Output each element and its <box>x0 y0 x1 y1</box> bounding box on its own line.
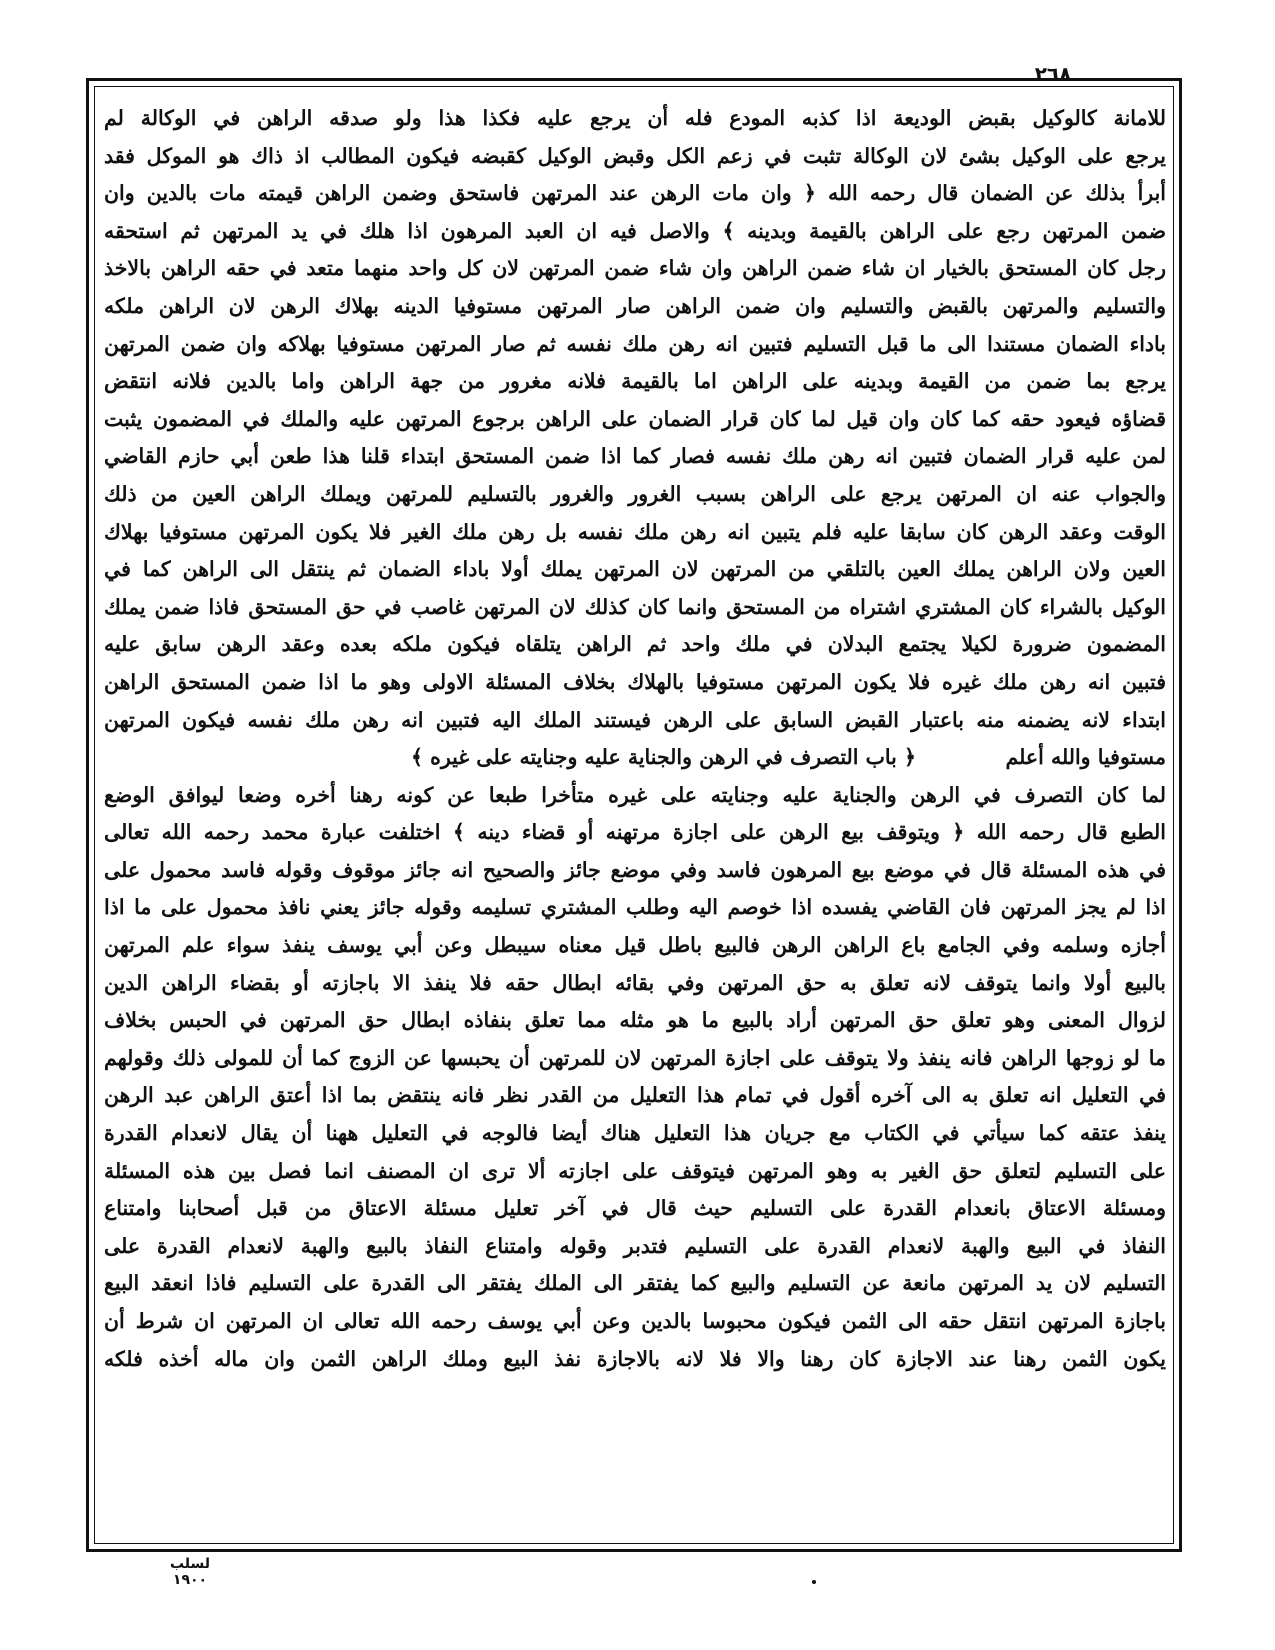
text-line: المضمون ضرورة لكيلا يجتمع البدلان في ملك واحد ثم الراهن يتلقاه فيكون ملكه بعده وعقد الرهن سابق عليه <box>104 632 1166 657</box>
text-line: ينفذ عتقه كما سيأتي في الكتاب مع جريان هذا التعليل هناك أيضا فالوجه في التعليل ههنا أن يقال لانعدام القدرة <box>104 1121 1166 1146</box>
text-line: لزوال المعنى وهو تعلق حق المرتهن أراد بالبيع ما هو مثله مما تعلق بنفاذه ابطال حق المرتهن في الحبس بخلاف <box>104 1008 1166 1033</box>
page-number: ٢٦٨ <box>1034 62 1072 86</box>
text-line: الطبع قال رحمه الله ﴿ ويتوقف بيع الرهن على اجازة مرتهنه أو قضاء دينه ﴾ اختلفت عبارة محمد رحمه الله تعالى <box>104 820 1166 845</box>
text-line: أجازه وسلمه وفي الجامع باع الراهن الرهن فالبيع باطل قيل معناه سيبطل وعن أبي يوسف ينفذ سواء علم المرتهن <box>104 933 1166 958</box>
text-line: يرجع بما ضمن من القيمة وبدينه على الراهن اما بالقيمة فلانه مغرور من جهة الراهن واما بالدين فلانه انتقض <box>104 369 1166 394</box>
text-line: والتسليم والمرتهن بالقبض والتسليم وان ضمن الراهن صار المرتهن مستوفيا الدينه بهلاك الرهن لان الراهن ملكه <box>104 293 1166 318</box>
footer-dot <box>812 1580 816 1584</box>
footer-signature <box>150 1556 230 1588</box>
text-line: التسليم لان يد المرتهن مانعة عن التسليم والبيع كما يفتقر الى الملك يفتقر الى القدرة على التسليم فاذا انعقد البيع <box>104 1271 1166 1296</box>
text-line: فتبين انه رهن ملك غيره فلا يكون المرتهن مستوفيا بالهلاك بخلاف المسئلة الاولى وهو ما اذا ضمن المستحق الراهن <box>104 669 1166 694</box>
footer-signature-line: ١٩٠٠ <box>172 1572 208 1588</box>
text-line: يكون الثمن رهنا عند الاجازة كان رهنا والا فلا لانه بالاجازة نفذ البيع وملك الراهن الثمن وان ماله أخذه فلكه <box>104 1346 1166 1371</box>
text-line: ما لو زوجها الراهن فانه ينفذ ولا يتوقف على اجازة المرتهن لان للمرتهن أن يحبسها عن الزوج كما أن للمولى ذلك وقولهم <box>104 1045 1166 1070</box>
section-heading: ﴿ باب التصرف في الرهن والجناية عليه وجنايته على غيره ﴾ <box>410 745 916 770</box>
text-block <box>104 100 1166 1378</box>
heading-line-tail: مستوفيا والله أعلم <box>1005 745 1166 770</box>
text-line: باداء الضمان مستندا الى ما قبل التسليم فتبين انه رهن ملك نفسه ثم صار المرتهن مستوفيا بهلاكه وان ضمن المرتهن <box>104 331 1166 356</box>
text-line: يرجع على الوكيل بشئ لان الوكالة تثبت في زعم الكل وقبض الوكيل كقبضه فيكون المطالب اذ ذاك هو الموكل فقد <box>104 143 1166 168</box>
text-line: على التسليم لتعلق حق الغير به وهو المرتهن فيتوقف على اجازته ألا ترى ان المصنف انما فصل بين هذه المسئلة <box>104 1158 1166 1183</box>
footer-signature-line: لسلب <box>169 1556 211 1572</box>
text-line: باجازة المرتهن انتقل حقه الى الثمن فيكون محبوسا بالدين وعن أبي يوسف رحمه الله تعالى ان المرتهن ان شرط أن <box>104 1309 1166 1333</box>
text-line: العين ولان الراهن يملك العين بالتلقي من المرتهن لان المرتهن يملك أولا باداء الضمان ثم ينتقل الى الراهن كما في <box>104 557 1166 582</box>
text-line: لما كان التصرف في الرهن والجناية عليه وجنايته على غيره متأخرا طبعا عن كونه رهنا أخره وضعا ليوافق الوضع <box>104 782 1166 807</box>
text-line: رجل كان المستحق بالخيار ان شاء ضمن الراهن وان شاء ضمن المرتهن لان كل واحد منهما متعد في حقه الراهن بالاخذ <box>104 256 1166 281</box>
text-line: الوكيل بالشراء كان المشتري اشتراه من المستحق وانما كان كذلك لان المرتهن غاصب في حق المستحق فاذا ضمن يملك <box>104 594 1166 619</box>
text-line: ابتداء لانه يضمنه منه باعتبار القبض السابق على الرهن فيستند الملك اليه فتبين انه رهن ملك نفسه فيكون المرتهن <box>104 707 1166 732</box>
text-line: ومسئلة الاعتاق بانعدام القدرة على التسليم حيث قال في آخر تعليل مسئلة الاعتاق من قبل أصحابنا وامتناع <box>104 1196 1166 1221</box>
text-line: قضاؤه فيعود حقه كما كان وان قيل لما كان قرار الضمان على الراهن برجوع المرتهن عليه والملك في المضمون يثبت <box>104 406 1166 431</box>
text-line: في هذه المسئلة قال في موضع بيع المرهون فاسد وفي موضع جائز والصحيح انه جائز موقوف وقوله فاسد محمول على <box>104 857 1166 882</box>
text-line: للامانة كالوكيل بقبض الوديعة اذا كذبه المودع فله أن يرجع عليه فكذا هذا ولو صدقه الراهن في الوكالة لم <box>104 106 1166 130</box>
text-line: لمن عليه قرار الضمان فتبين انه رهن ملك نفسه فصار كما اذا ضمن المستحق ابتداء قلنا هذا طعن أبي حازم القاضي <box>104 444 1166 469</box>
text-line: الوقت وعقد الرهن كان سابقا عليه فلم يتبين انه رهن ملك نفسه بل رهن ملك الغير فلا يكون المرتهن مستوفيا بهلاك <box>104 519 1166 544</box>
text-line: بالبيع أولا وانما يتوقف لانه تعلق به حق المرتهن وفي بقائه ابطال حقه فلا ينفذ الا باجازته أو بقضاء الراهن الدين <box>104 970 1166 995</box>
text-line: أبرأ بذلك عن الضمان قال رحمه الله ﴿ وان مات الرهن عند المرتهن فاستحق وضمن الراهن قيمته مات بالدين وان <box>104 181 1166 206</box>
text-line: اذا لم يجز المرتهن فان القاضي يفسده اذا خوصم اليه وطلب المشتري تسليمه وقوله جائز يعني نافذ محمول على ما اذا <box>104 895 1166 920</box>
text-line: ضمن المرتهن رجع على الراهن بالقيمة وبدينه ﴾ والاصل فيه ان العبد المرهون اذا هلك في يد المرتهن ثم استحقه <box>104 218 1166 243</box>
heading-line <box>104 739 1166 777</box>
text-line: والجواب عنه ان المرتهن يرجع على الراهن بسبب الغرور والغرور بالتسليم للمرتهن ويملك الراهن العين من ذلك <box>104 481 1166 506</box>
text-line: النفاذ في البيع والهبة لانعدام القدرة على التسليم فتدبر وقوله وامتناع النفاذ بالبيع والهبة لانعدام القدرة على <box>104 1233 1166 1258</box>
text-line: في التعليل انه تعلق به الى آخره أقول في تمام هذا التعليل من القدر نظر فانه ينتقض بما اذا أعتق الراهن عبد الرهن <box>104 1083 1166 1108</box>
